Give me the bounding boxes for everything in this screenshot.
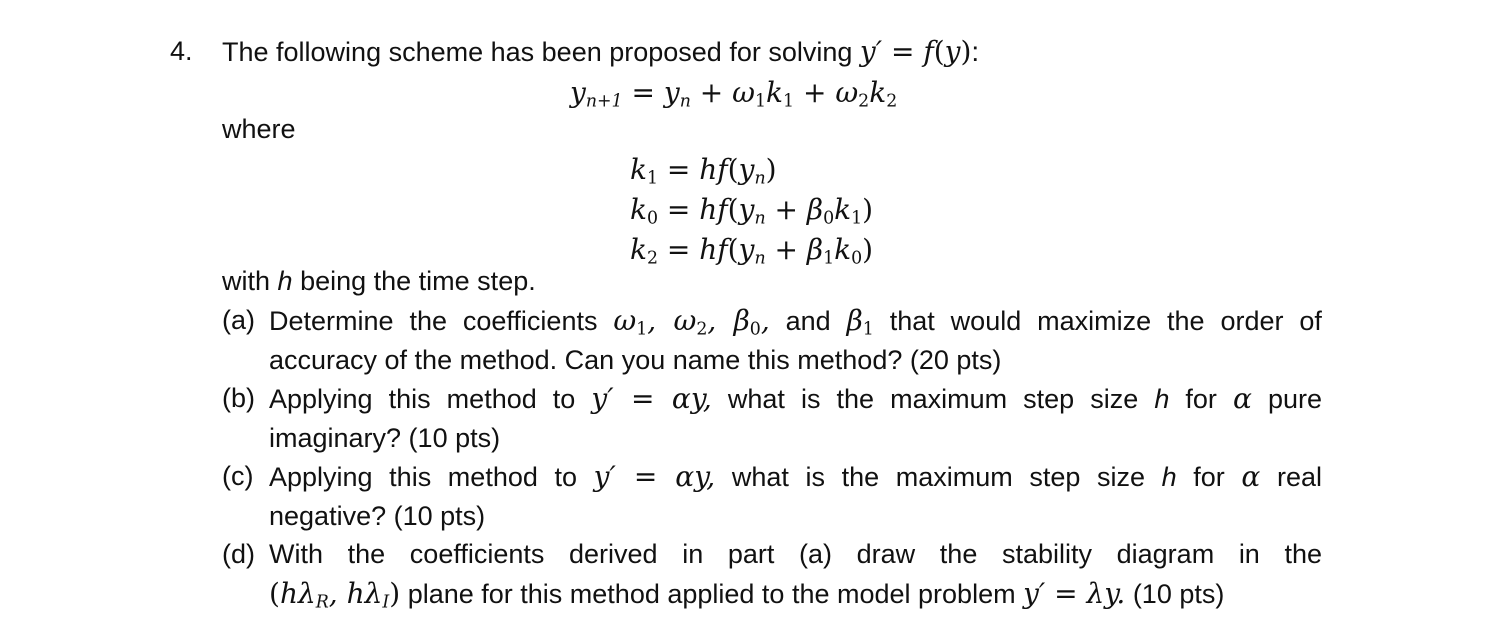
part-a-line2: accuracy of the method. Can you name this method? (20 pts)	[269, 345, 1002, 375]
part-b-label: (b)	[222, 383, 255, 413]
part-b	[222, 379, 1322, 458]
k-equations	[612, 150, 873, 270]
k1-equation: $k_1 = hf(y_n)$	[629, 153, 777, 189]
part-b-line2: imaginary? (10 pts)	[269, 423, 501, 453]
part-a-label: (a)	[222, 305, 255, 335]
problem-number: 4.	[170, 36, 193, 66]
scheme-equation: $y_{n+1} = y_n + \omega_1k_1 + \omega_2k_2$	[570, 76, 898, 112]
problem-statement	[222, 32, 979, 72]
part-c	[222, 457, 1322, 536]
part-d-line1: With the coefficients derived in part (a) draw the stability diagram in the	[269, 539, 1322, 569]
part-c-line1: Applying this method to y′ = αy, what is the maximum step size h for α real	[269, 460, 1322, 493]
part-d	[222, 535, 1322, 614]
part-a-line1: Determine the coefficients $\omega_1$, $\omega_2$, $\beta_0$, and $\beta_1$ that would maximize the order of	[269, 304, 1322, 340]
part-b-line1: Applying this method to y′ = αy, what is the maximum step size h for α pure	[269, 382, 1323, 415]
k0-equation: $k_0 = hf(y_n + \beta_0k_1)$	[629, 193, 874, 229]
time-step-note: with h being the time step.	[222, 266, 536, 296]
part-d-line2: ($h\lambda_R$, $h\lambda_I$) plane for this method applied to the model problem y′ = λy. (10 pts)	[269, 577, 1225, 613]
part-d-label: (d)	[222, 539, 255, 569]
stem-equation: y′ = f(y):	[859, 35, 980, 68]
part-c-label: (c)	[222, 461, 254, 491]
k2-equation: $k_2 = hf(y_n + \beta_1k_0)$	[629, 233, 874, 269]
stem-text: The following scheme has been proposed for solving	[222, 37, 853, 67]
part-a	[222, 301, 1322, 380]
part-c-line2: negative? (10 pts)	[269, 501, 486, 531]
where-label: where	[222, 114, 296, 144]
